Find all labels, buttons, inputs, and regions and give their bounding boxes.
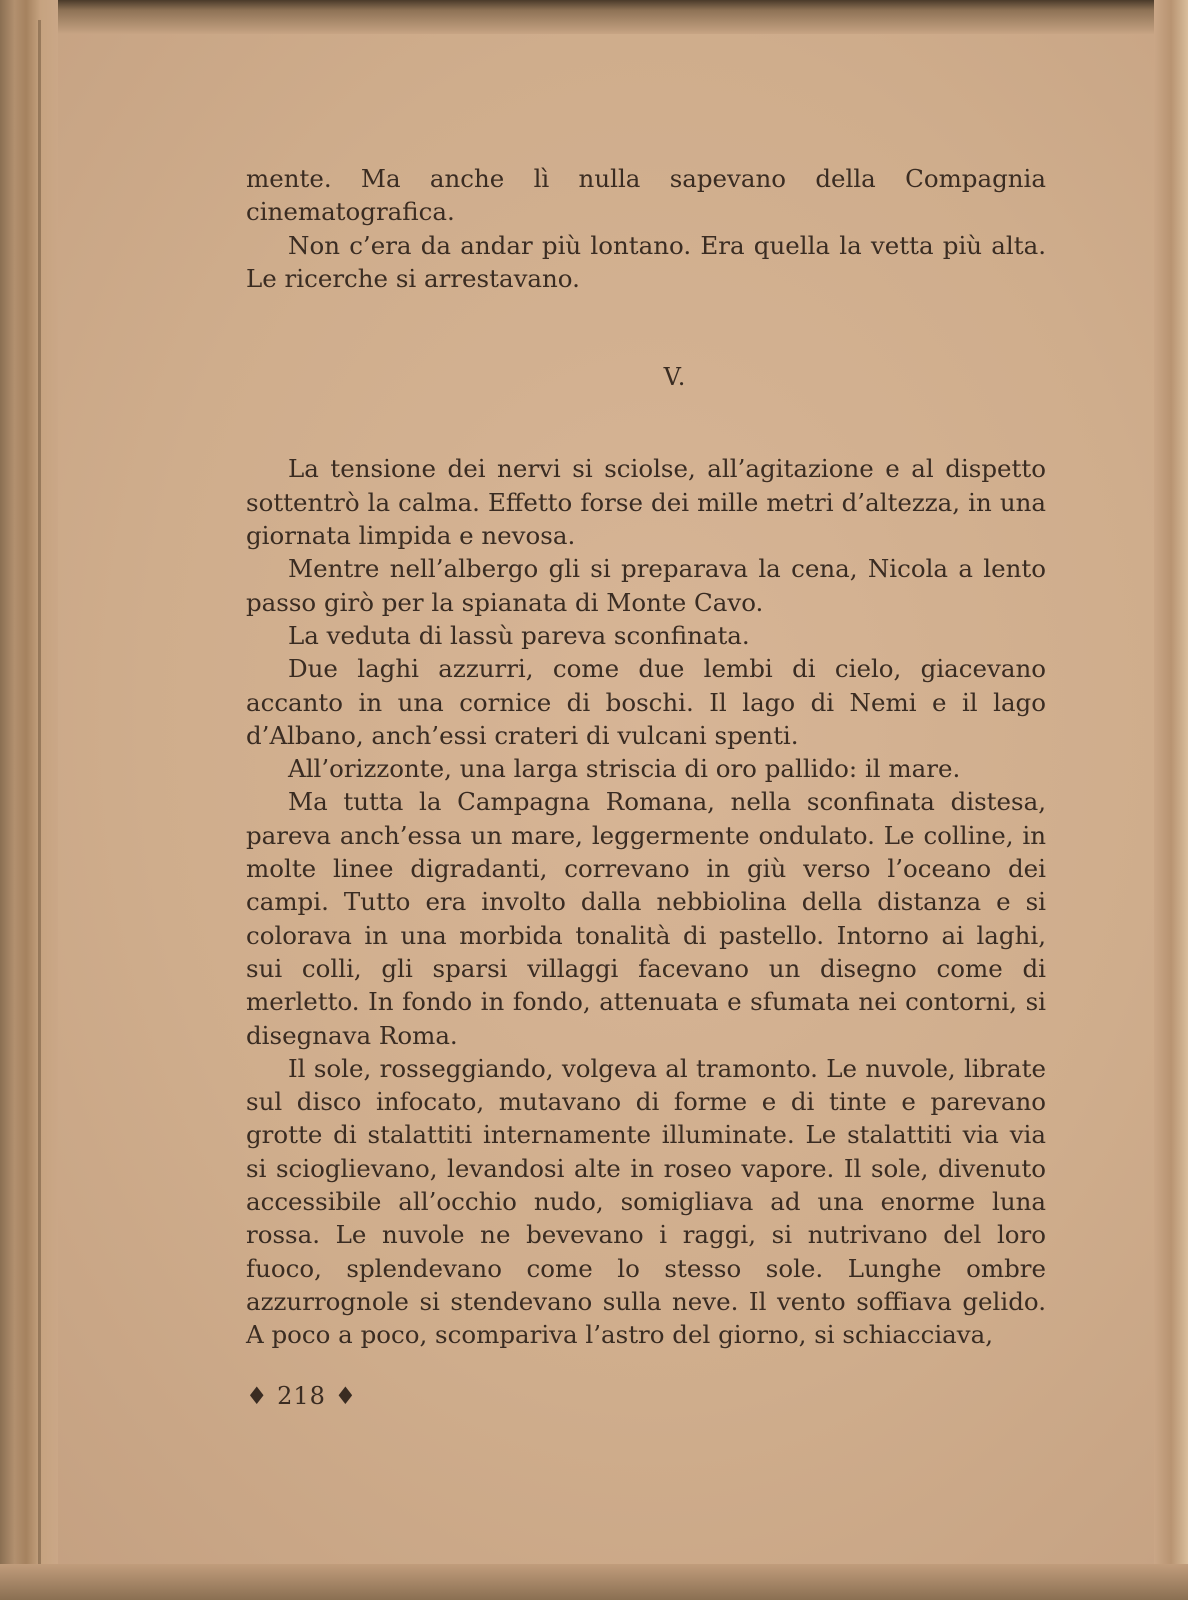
paragraph: All’orizzonte, una larga striscia di oro pallido: il mare. [288,754,961,784]
paragraph: La tensione dei nervi si sciolse, all’agitazione e al dispetto sottentrò la calma. Effetto forse dei mille metri d’altezza, in una giornata limpida e nevosa. [246,454,1046,551]
paragraph: Ma tutta la Campagna Romana, nella sconfinata distesa, pareva anch’essa un mare, leggermente ondulato. Le colline, in molte linee digradanti, correvano in giù verso l’oceano dei campi. Tutto era involto dalla nebbiolina della distanza e si colorava in una morbida tonalità di pastello. Intorno ai laghi, sui colli, gli sparsi villaggi facevano un disegno come di merletto. In fondo in fondo, attenuata e sfumata nei contorni, si disegnava Roma. [246,787,1046,1050]
paragraph: Mentre nell’albergo gli si preparava la cena, Nicola a lento passo girò per la spianata di Monte Cavo. [246,554,1046,617]
paragraph: Il sole, rosseggiando, volgeva al tramonto. Le nuvole, librate sul disco infocato, mutavano di forme e di tinte e parevano grotte di stalattiti internamente illuminate. Le stalattiti via via si scioglievano, levandosi alte in roseo vapore. Il sole, divenuto accessibile all’occhio nudo, somigliava ad una enorme luna rossa. Le nuvole ne bevevano i raggi, si nutrivano del loro fuoco, splendevano come lo stesso sole. Lunghe ombre azzurrognole si stendevano sulla neve. Il vento soffiava gelido. A poco a poco, scompariva l’astro del giorno, si schiacciava, [246,1053,1046,1350]
page-top-edge [0,0,1188,34]
opening-paragraph: mente. Ma anche lì nulla sapevano della Compagnia cinematografica. [246,164,1046,227]
page-right-edge [1154,0,1188,1600]
page-number: ♦ 218 ♦ [246,1382,358,1410]
book-spine-edge [0,0,58,1600]
paragraph: Due laghi azzurri, come due lembi di cielo, giacevano accanto in una cornice di boschi. Il lago di Nemi e il lago d’Albano, anch’essi crateri di vulcani spenti. [246,654,1046,750]
paragraph: Non c’era da andar più lontano. Era quella la vetta più alta. Le ricerche si arrestavano. [246,230,1046,293]
section-heading: V. [663,363,687,392]
page-bottom-edge [0,1564,1188,1600]
paragraph: La veduta di lassù pareva sconfinata. [288,620,750,650]
page-body-text [246,162,1046,1352]
